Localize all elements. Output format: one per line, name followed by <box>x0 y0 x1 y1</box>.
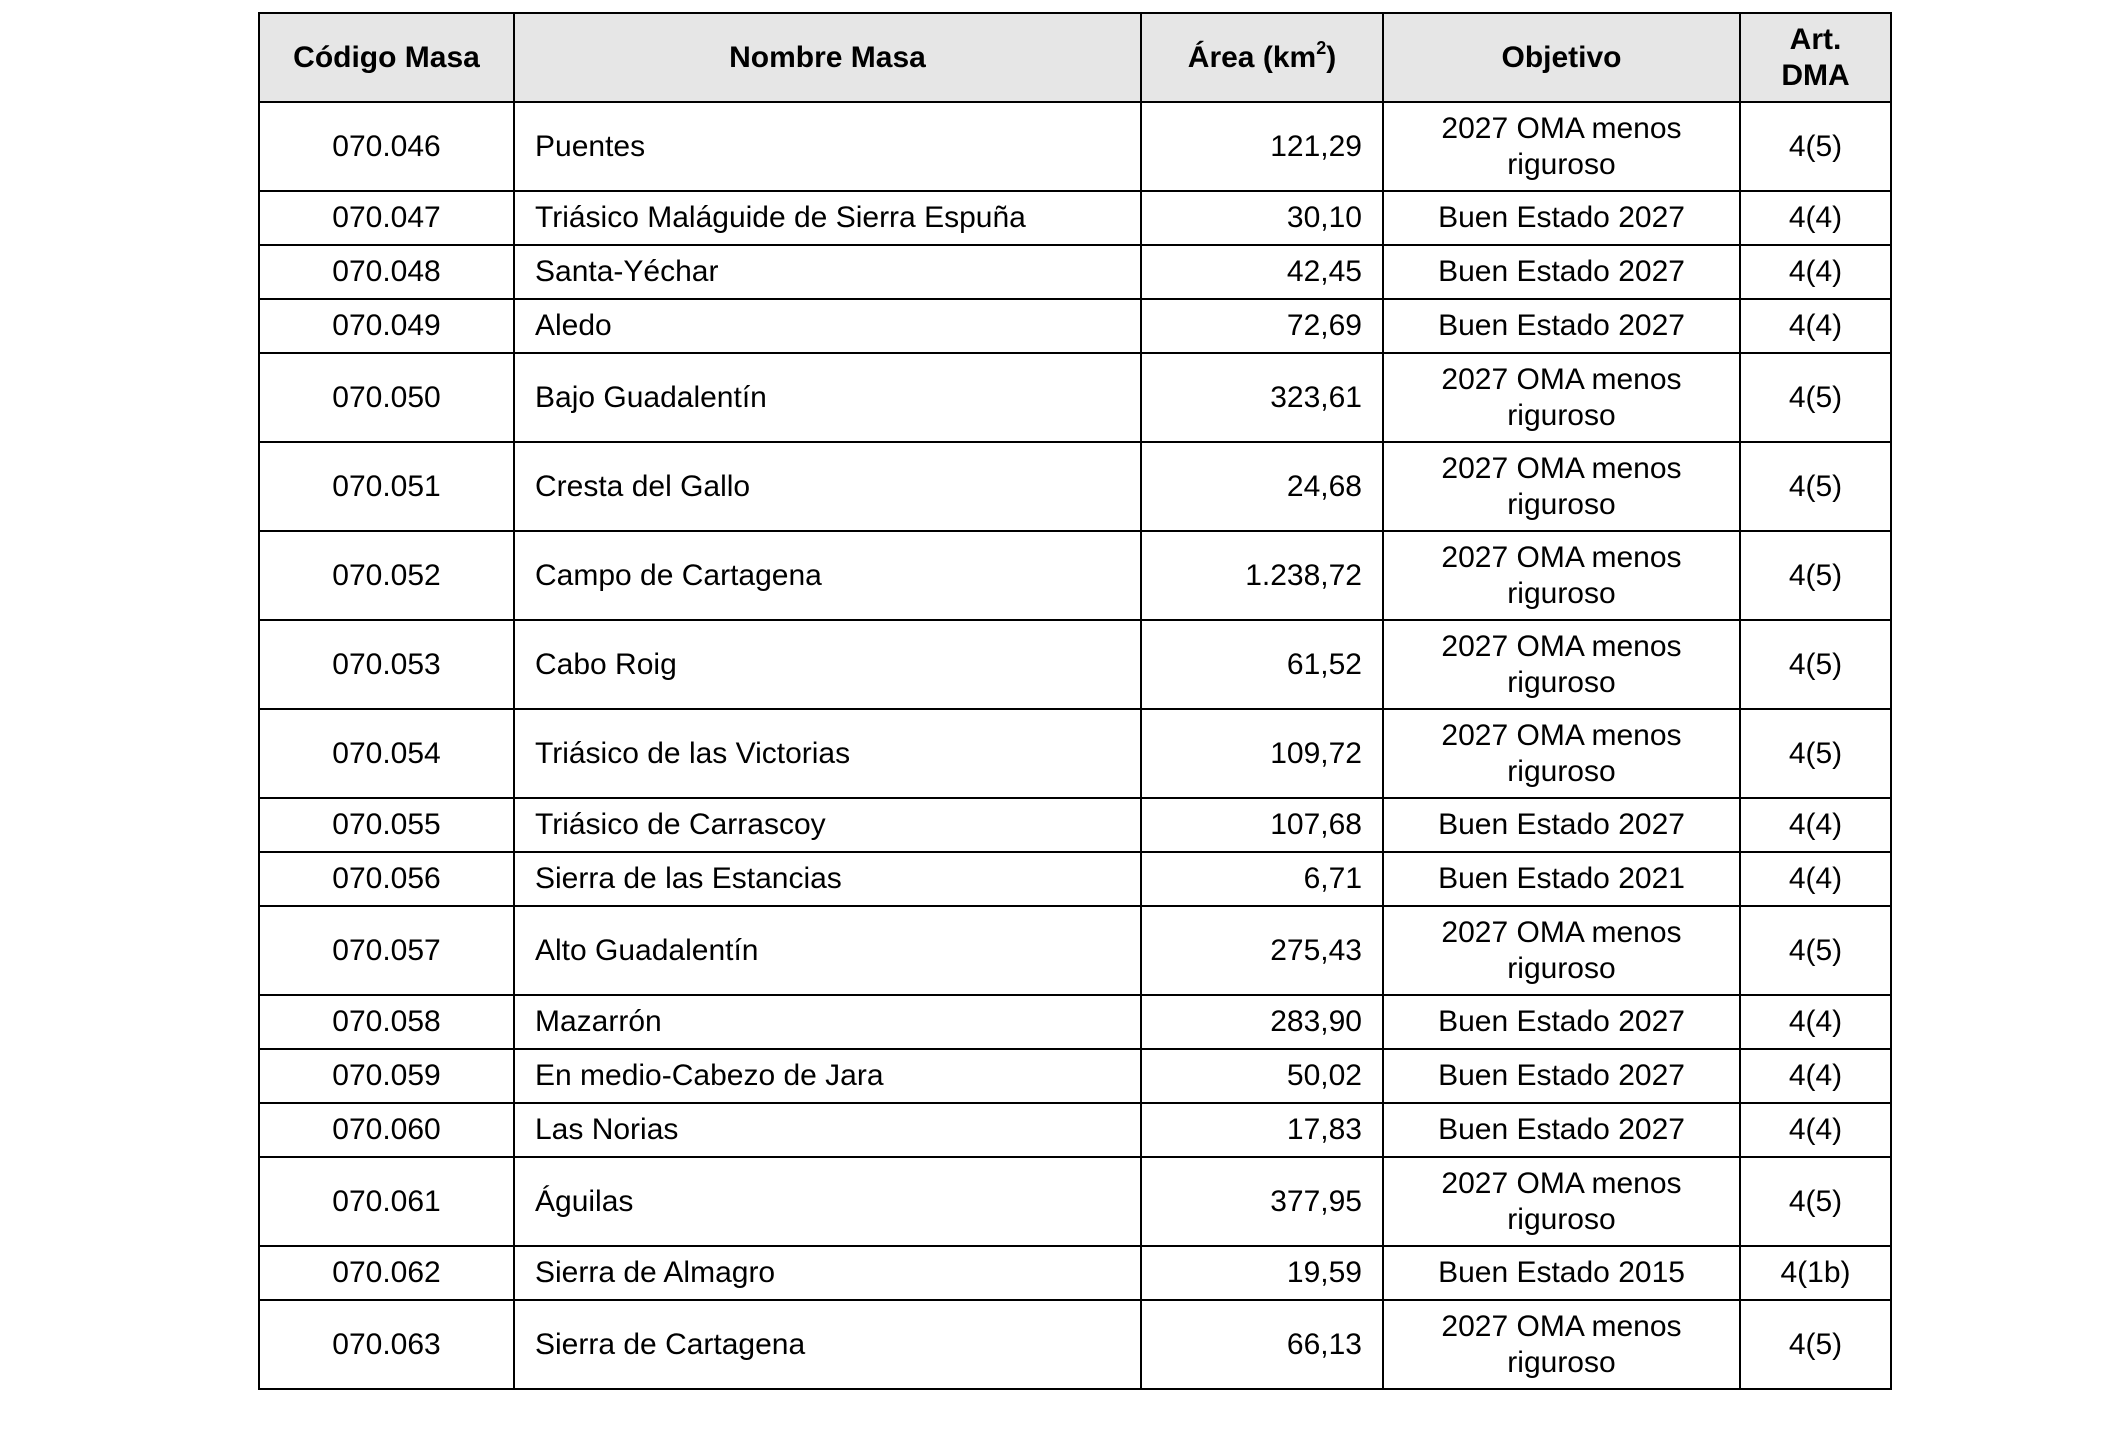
cell-area: 121,29 <box>1141 102 1383 191</box>
cell-name: Puentes <box>514 102 1141 191</box>
cell-area: 19,59 <box>1141 1246 1383 1300</box>
cell-code: 070.061 <box>259 1157 514 1246</box>
cell-area: 30,10 <box>1141 191 1383 245</box>
cell-name: Triásico de las Victorias <box>514 709 1141 798</box>
cell-objective: Buen Estado 2027 <box>1383 995 1740 1049</box>
cell-code: 070.051 <box>259 442 514 531</box>
header-area-close: ) <box>1326 40 1337 74</box>
cell-objective <box>1383 102 1740 191</box>
cell-art-dma: 4(4) <box>1740 1049 1891 1103</box>
cell-name: En medio-Cabezo de Jara <box>514 1049 1141 1103</box>
cell-code: 070.052 <box>259 531 514 620</box>
table-row <box>259 353 1891 442</box>
objective-line: riguroso <box>1507 951 1616 985</box>
cell-art-dma: 4(5) <box>1740 102 1891 191</box>
cell-objective <box>1383 620 1740 709</box>
header-area <box>1141 13 1383 102</box>
cell-objective: Buen Estado 2027 <box>1383 798 1740 852</box>
cell-code: 070.046 <box>259 102 514 191</box>
table-row <box>259 245 1891 299</box>
cell-code: 070.057 <box>259 906 514 995</box>
objective-line: 2027 OMA menos <box>1441 1166 1682 1200</box>
cell-name: Alto Guadalentín <box>514 906 1141 995</box>
cell-name: Sierra de las Estancias <box>514 852 1141 906</box>
cell-code: 070.059 <box>259 1049 514 1103</box>
cell-art-dma: 4(4) <box>1740 995 1891 1049</box>
cell-area: 1.238,72 <box>1141 531 1383 620</box>
cell-objective <box>1383 442 1740 531</box>
cell-area: 50,02 <box>1141 1049 1383 1103</box>
masas-table <box>258 12 1892 1390</box>
cell-objective <box>1383 1157 1740 1246</box>
cell-art-dma: 4(5) <box>1740 620 1891 709</box>
cell-name: Campo de Cartagena <box>514 531 1141 620</box>
table-row <box>259 798 1891 852</box>
header-code: Código Masa <box>259 13 514 102</box>
cell-code: 070.048 <box>259 245 514 299</box>
cell-area: 377,95 <box>1141 1157 1383 1246</box>
cell-area: 6,71 <box>1141 852 1383 906</box>
cell-objective: Buen Estado 2027 <box>1383 245 1740 299</box>
table-row <box>259 1157 1891 1246</box>
objective-line: riguroso <box>1507 147 1616 181</box>
header-name: Nombre Masa <box>514 13 1141 102</box>
table-row <box>259 995 1891 1049</box>
cell-code: 070.062 <box>259 1246 514 1300</box>
cell-art-dma: 4(4) <box>1740 299 1891 353</box>
table-row <box>259 1246 1891 1300</box>
table-row <box>259 442 1891 531</box>
cell-art-dma: 4(5) <box>1740 442 1891 531</box>
cell-code: 070.047 <box>259 191 514 245</box>
cell-code: 070.063 <box>259 1300 514 1389</box>
table-row <box>259 620 1891 709</box>
table-row <box>259 709 1891 798</box>
cell-name: Triásico Maláguide de Sierra Espuña <box>514 191 1141 245</box>
cell-code: 070.050 <box>259 353 514 442</box>
table-row <box>259 1049 1891 1103</box>
cell-code: 070.054 <box>259 709 514 798</box>
cell-art-dma: 4(4) <box>1740 798 1891 852</box>
objective-line: 2027 OMA menos <box>1441 111 1682 145</box>
header-art-line2: DMA <box>1781 58 1850 92</box>
cell-name: Cabo Roig <box>514 620 1141 709</box>
cell-art-dma: 4(5) <box>1740 1157 1891 1246</box>
table-row <box>259 1103 1891 1157</box>
objective-line: riguroso <box>1507 665 1616 699</box>
cell-area: 42,45 <box>1141 245 1383 299</box>
table-body <box>259 102 1891 1389</box>
table-header <box>259 13 1891 102</box>
cell-area: 275,43 <box>1141 906 1383 995</box>
cell-art-dma: 4(5) <box>1740 353 1891 442</box>
header-art-dma <box>1740 13 1891 102</box>
objective-line: 2027 OMA menos <box>1441 451 1682 485</box>
header-area-superscript: 2 <box>1316 37 1327 58</box>
cell-name: Las Norias <box>514 1103 1141 1157</box>
cell-area: 107,68 <box>1141 798 1383 852</box>
cell-code: 070.058 <box>259 995 514 1049</box>
cell-art-dma: 4(4) <box>1740 245 1891 299</box>
objective-line: 2027 OMA menos <box>1441 540 1682 574</box>
objective-line: riguroso <box>1507 1345 1616 1379</box>
cell-code: 070.053 <box>259 620 514 709</box>
cell-art-dma: 4(1b) <box>1740 1246 1891 1300</box>
cell-name: Bajo Guadalentín <box>514 353 1141 442</box>
cell-art-dma: 4(4) <box>1740 1103 1891 1157</box>
cell-name: Santa-Yéchar <box>514 245 1141 299</box>
table-row <box>259 102 1891 191</box>
table-row <box>259 906 1891 995</box>
cell-objective: Buen Estado 2027 <box>1383 191 1740 245</box>
cell-area: 17,83 <box>1141 1103 1383 1157</box>
objective-line: riguroso <box>1507 1202 1616 1236</box>
cell-area: 109,72 <box>1141 709 1383 798</box>
table-row <box>259 1300 1891 1389</box>
header-area-label: Área (km <box>1187 40 1317 74</box>
cell-code: 070.060 <box>259 1103 514 1157</box>
cell-art-dma: 4(5) <box>1740 906 1891 995</box>
cell-art-dma: 4(5) <box>1740 1300 1891 1389</box>
objective-line: 2027 OMA menos <box>1441 718 1682 752</box>
table-row <box>259 852 1891 906</box>
cell-objective <box>1383 906 1740 995</box>
cell-objective <box>1383 531 1740 620</box>
cell-area: 323,61 <box>1141 353 1383 442</box>
cell-name: Águilas <box>514 1157 1141 1246</box>
cell-code: 070.055 <box>259 798 514 852</box>
cell-objective: Buen Estado 2015 <box>1383 1246 1740 1300</box>
cell-objective: Buen Estado 2027 <box>1383 299 1740 353</box>
header-art-line1: Art. <box>1789 22 1842 56</box>
cell-name: Cresta del Gallo <box>514 442 1141 531</box>
cell-objective: Buen Estado 2021 <box>1383 852 1740 906</box>
table-row <box>259 531 1891 620</box>
cell-name: Sierra de Almagro <box>514 1246 1141 1300</box>
cell-name: Triásico de Carrascoy <box>514 798 1141 852</box>
header-row <box>259 13 1891 102</box>
cell-name: Sierra de Cartagena <box>514 1300 1141 1389</box>
cell-area: 66,13 <box>1141 1300 1383 1389</box>
objective-line: 2027 OMA menos <box>1441 1309 1682 1343</box>
cell-objective <box>1383 709 1740 798</box>
cell-art-dma: 4(4) <box>1740 191 1891 245</box>
objective-line: riguroso <box>1507 754 1616 788</box>
cell-objective <box>1383 353 1740 442</box>
table-row <box>259 191 1891 245</box>
objective-line: 2027 OMA menos <box>1441 629 1682 663</box>
objective-line: riguroso <box>1507 398 1616 432</box>
objective-line: 2027 OMA menos <box>1441 362 1682 396</box>
cell-art-dma: 4(5) <box>1740 709 1891 798</box>
cell-area: 283,90 <box>1141 995 1383 1049</box>
cell-name: Aledo <box>514 299 1141 353</box>
objective-line: riguroso <box>1507 576 1616 610</box>
cell-objective: Buen Estado 2027 <box>1383 1049 1740 1103</box>
cell-art-dma: 4(5) <box>1740 531 1891 620</box>
cell-area: 72,69 <box>1141 299 1383 353</box>
cell-art-dma: 4(4) <box>1740 852 1891 906</box>
table-row <box>259 299 1891 353</box>
cell-code: 070.056 <box>259 852 514 906</box>
header-objective: Objetivo <box>1383 13 1740 102</box>
cell-code: 070.049 <box>259 299 514 353</box>
objective-line: riguroso <box>1507 487 1616 521</box>
cell-area: 24,68 <box>1141 442 1383 531</box>
cell-objective <box>1383 1300 1740 1389</box>
objective-line: 2027 OMA menos <box>1441 915 1682 949</box>
cell-area: 61,52 <box>1141 620 1383 709</box>
cell-name: Mazarrón <box>514 995 1141 1049</box>
cell-objective: Buen Estado 2027 <box>1383 1103 1740 1157</box>
